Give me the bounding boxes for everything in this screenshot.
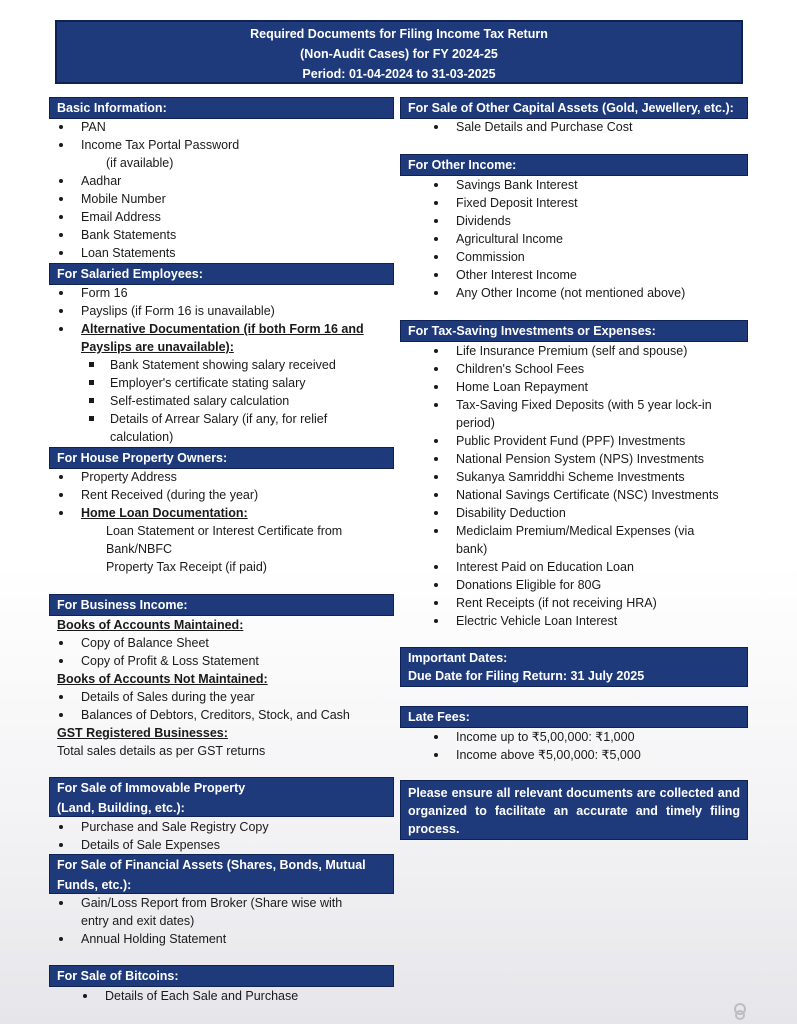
list-item: Sukanya Samriddhi Scheme Investments — [456, 470, 685, 484]
list-item: Details of Sales during the year — [81, 690, 255, 704]
list-item: Fixed Deposit Interest — [456, 196, 578, 210]
title-line-2: (Non-Audit Cases) for FY 2024-25 — [300, 47, 498, 61]
list-item: Rent Receipts (if not receiving HRA) — [456, 596, 657, 610]
list-item: Annual Holding Statement — [81, 932, 227, 946]
list-item: Rent Received (during the year) — [81, 488, 259, 502]
list-item: Payslips (if Form 16 is unavailable) — [81, 304, 275, 318]
list-item: Disability Deduction — [456, 506, 566, 520]
list-item: Electric Vehicle Loan Interest — [456, 614, 618, 628]
list-item: Agricultural Income — [456, 232, 563, 246]
section-header-other-income: For Other Income: — [400, 154, 748, 176]
list-item: Commission — [456, 250, 525, 264]
list-item: Children's School Fees — [456, 362, 585, 376]
list-item: Other Interest Income — [456, 268, 577, 282]
list-item: National Savings Certificate (NSC) Investments — [456, 488, 719, 502]
text-line: Total sales details as per GST returns — [57, 744, 266, 758]
list-item-continuation: (if available) — [106, 156, 174, 170]
list-item: Interest Paid on Education Loan — [456, 560, 634, 574]
section-header-salaried: For Salaried Employees: — [49, 263, 394, 285]
list-item: PAN — [81, 120, 106, 134]
sub-list-item: Bank Statement showing salary received — [110, 358, 336, 372]
list-item: Dividends — [456, 214, 511, 228]
list-item: Aadhar — [81, 174, 122, 188]
important-dates-box — [400, 647, 748, 687]
list-item: Mediclaim Premium/Medical Expenses (via — [456, 524, 695, 538]
list-item: Balances of Debtors, Creditors, Stock, and Cash — [81, 708, 350, 722]
list-item: Public Provident Fund (PPF) Investments — [456, 434, 686, 448]
list-item: National Pension System (NPS) Investments — [456, 452, 705, 466]
list-item: Income up to ₹5,00,000: ₹1,000 — [456, 730, 635, 744]
text-line: Property Tax Receipt (if paid) — [106, 560, 267, 574]
list-item: Home Loan Repayment — [456, 380, 589, 394]
alt-doc-heading: Alternative Documentation (if both Form 16 and — [81, 322, 364, 336]
text-line: Loan Statement or Interest Certificate from — [106, 524, 343, 538]
title-line-3: Period: 01-04-2024 to 31-03-2025 — [302, 67, 496, 81]
page-title — [55, 20, 743, 84]
list-item: Email Address — [81, 210, 161, 224]
list-item: Income Tax Portal Password — [81, 138, 240, 152]
list-item: Form 16 — [81, 286, 128, 300]
list-item: Any Other Income (not mentioned above) — [456, 286, 686, 300]
header-line: For Sale of Immovable Property — [57, 781, 246, 795]
header-line: Funds, etc.): — [57, 878, 132, 892]
text-line: Bank/NBFC — [106, 542, 172, 556]
section-header-financial — [49, 854, 394, 894]
section-header-basic: Basic Information: — [49, 97, 394, 119]
list-item: Property Address — [81, 470, 177, 484]
list-item: Tax-Saving Fixed Deposits (with 5 year lock-in — [456, 398, 712, 412]
list-item: Income above ₹5,00,000: ₹5,000 — [456, 748, 641, 762]
list-item: Purchase and Sale Registry Copy — [81, 820, 269, 834]
list-item: Sale Details and Purchase Cost — [456, 120, 633, 134]
title-line-1: Required Documents for Filing Income Tax Return — [250, 27, 548, 41]
gst-heading: GST Registered Businesses: — [57, 726, 228, 740]
list-item-continuation: period) — [456, 416, 495, 430]
list-item: Details of Each Sale and Purchase — [105, 989, 299, 1003]
list-item: Copy of Balance Sheet — [81, 636, 209, 650]
list-item: Life Insurance Premium (self and spouse) — [456, 344, 688, 358]
sub-list-item: Employer's certificate stating salary — [110, 376, 306, 390]
closing-note: Please ensure all relevant documents are collected and organized to facilitate an accurate and timely filing process. — [400, 780, 748, 840]
sub-list-item-continuation: calculation) — [110, 430, 174, 444]
list-item: Details of Sale Expenses — [81, 838, 220, 852]
due-date-text: Due Date for Filing Return: 31 July 2025 — [408, 669, 645, 683]
section-header-tax-saving: For Tax-Saving Investments or Expenses: — [400, 320, 748, 342]
list-item-continuation: bank) — [456, 542, 488, 556]
alt-doc-heading-continuation: Payslips are unavailable): — [81, 340, 234, 354]
list-item-continuation: entry and exit dates) — [81, 914, 195, 928]
books-maintained-heading: Books of Accounts Maintained: — [57, 618, 244, 632]
home-loan-heading: Home Loan Documentation: — [81, 506, 248, 520]
sub-list-item: Self-estimated salary calculation — [110, 394, 290, 408]
list-item: Donations Eligible for 80G — [456, 578, 602, 592]
list-item: Savings Bank Interest — [456, 178, 578, 192]
section-header-immovable — [49, 777, 394, 817]
list-item: Mobile Number — [81, 192, 166, 206]
watermark-icon — [731, 1002, 749, 1020]
section-header-house: For House Property Owners: — [49, 447, 394, 469]
list-item: Bank Statements — [81, 228, 177, 242]
section-header-bitcoins: For Sale of Bitcoins: — [49, 965, 394, 987]
header-line: (Land, Building, etc.): — [57, 801, 185, 815]
books-not-maintained-heading: Books of Accounts Not Maintained: — [57, 672, 268, 686]
important-dates-heading: Important Dates: — [408, 651, 508, 665]
list-item: Gain/Loss Report from Broker (Share wise with — [81, 896, 343, 910]
header-line: For Sale of Financial Assets (Shares, Bonds, Mutual — [57, 858, 366, 872]
section-header-business: For Business Income: — [49, 594, 394, 616]
list-item: Copy of Profit & Loss Statement — [81, 654, 259, 668]
section-header-late-fees: Late Fees: — [400, 706, 748, 728]
section-header-other-capital: For Sale of Other Capital Assets (Gold, Jewellery, etc.): — [400, 97, 748, 119]
list-item: Loan Statements — [81, 246, 176, 260]
sub-list-item: Details of Arrear Salary (if any, for relief — [110, 412, 328, 426]
